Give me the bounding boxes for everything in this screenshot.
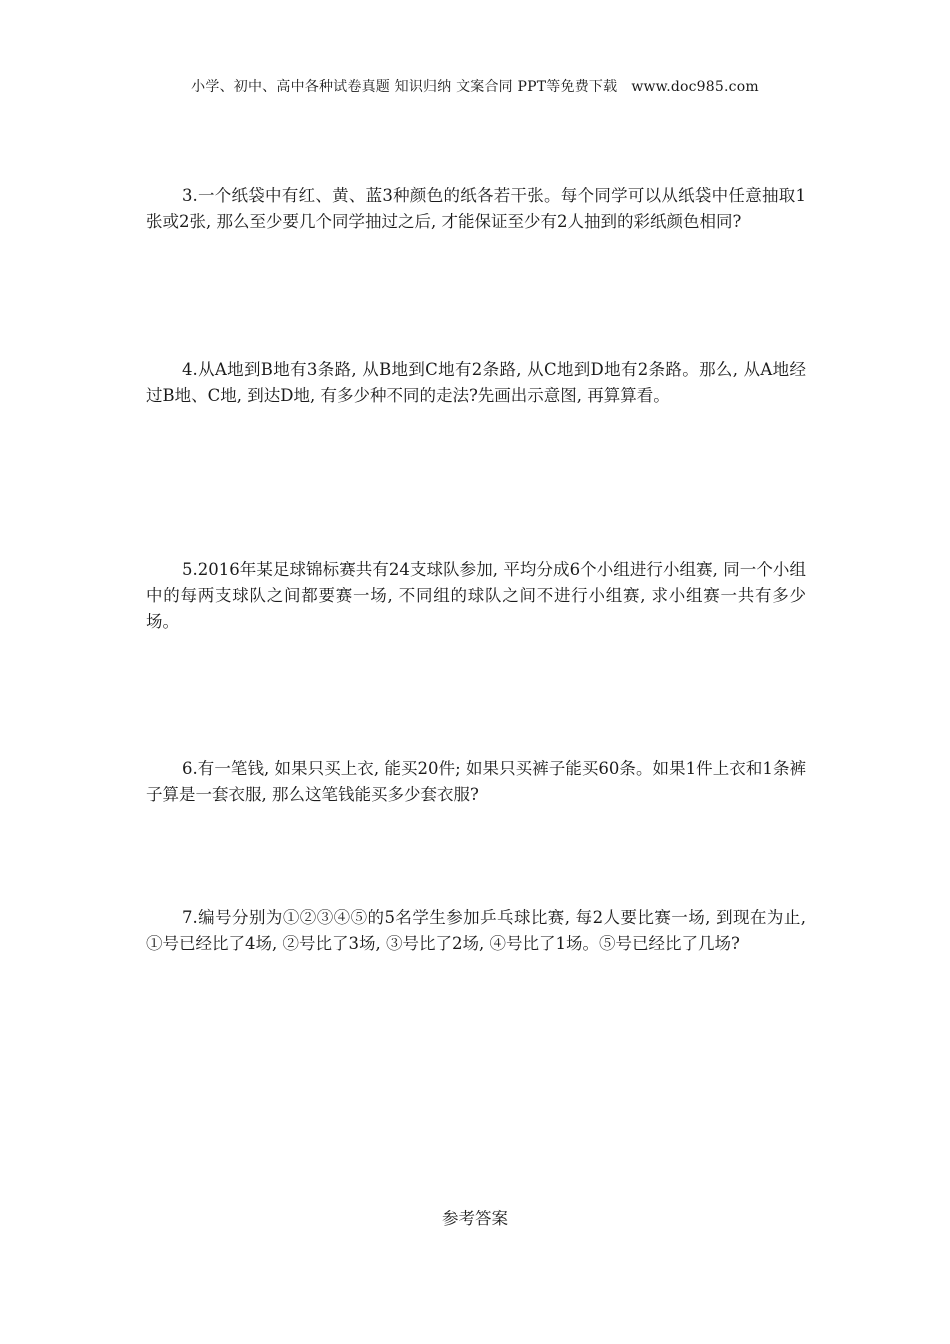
answer-section-title: 参考答案 [442,1209,508,1228]
question-6: 6.有一笔钱, 如果只买上衣, 能买20件; 如果只买裤子能买60条。如果1件上衣和1条裤子算是一套衣服, 那么这笔钱能买多少套衣服? [146,759,806,804]
question-5: 5.2016年某足球锦标赛共有24支球队参加, 平均分成6个小组进行小组赛, 同一个小组中的每两支球队之间都要赛一场, 不同组的球队之间不进行小组赛, 求小组赛一共有多少场。 [146,560,806,631]
question-7: 7.编号分别为①②③④⑤的5名学生参加乒乓球比赛, 每2人要比赛一场, 到现在为止, ①号已经比了4场, ②号比了3场, ③号比了2场, ④号比了1场。⑤号已经比了几场? [146,908,806,953]
header-site: www.doc985.com [631,79,759,95]
question-3: 3.一个纸袋中有红、黄、蓝3种颜色的纸各若干张。每个同学可以从纸袋中任意抽取1张或2张, 那么至少要几个同学抽过之后, 才能保证至少有2人抽到的彩纸颜色相同? [146,186,806,231]
question-4: 4.从A地到B地有3条路, 从B地到C地有2条路, 从C地到D地有2条路。那么, 从A地经过B地、C地, 到达D地, 有多少种不同的走法?先画出示意图, 再算算看。 [146,360,806,405]
header-text: 小学、初中、高中各种试卷真题 知识归纳 文案合同 PPT等免费下载 [191,79,618,95]
page-header [0,76,950,96]
